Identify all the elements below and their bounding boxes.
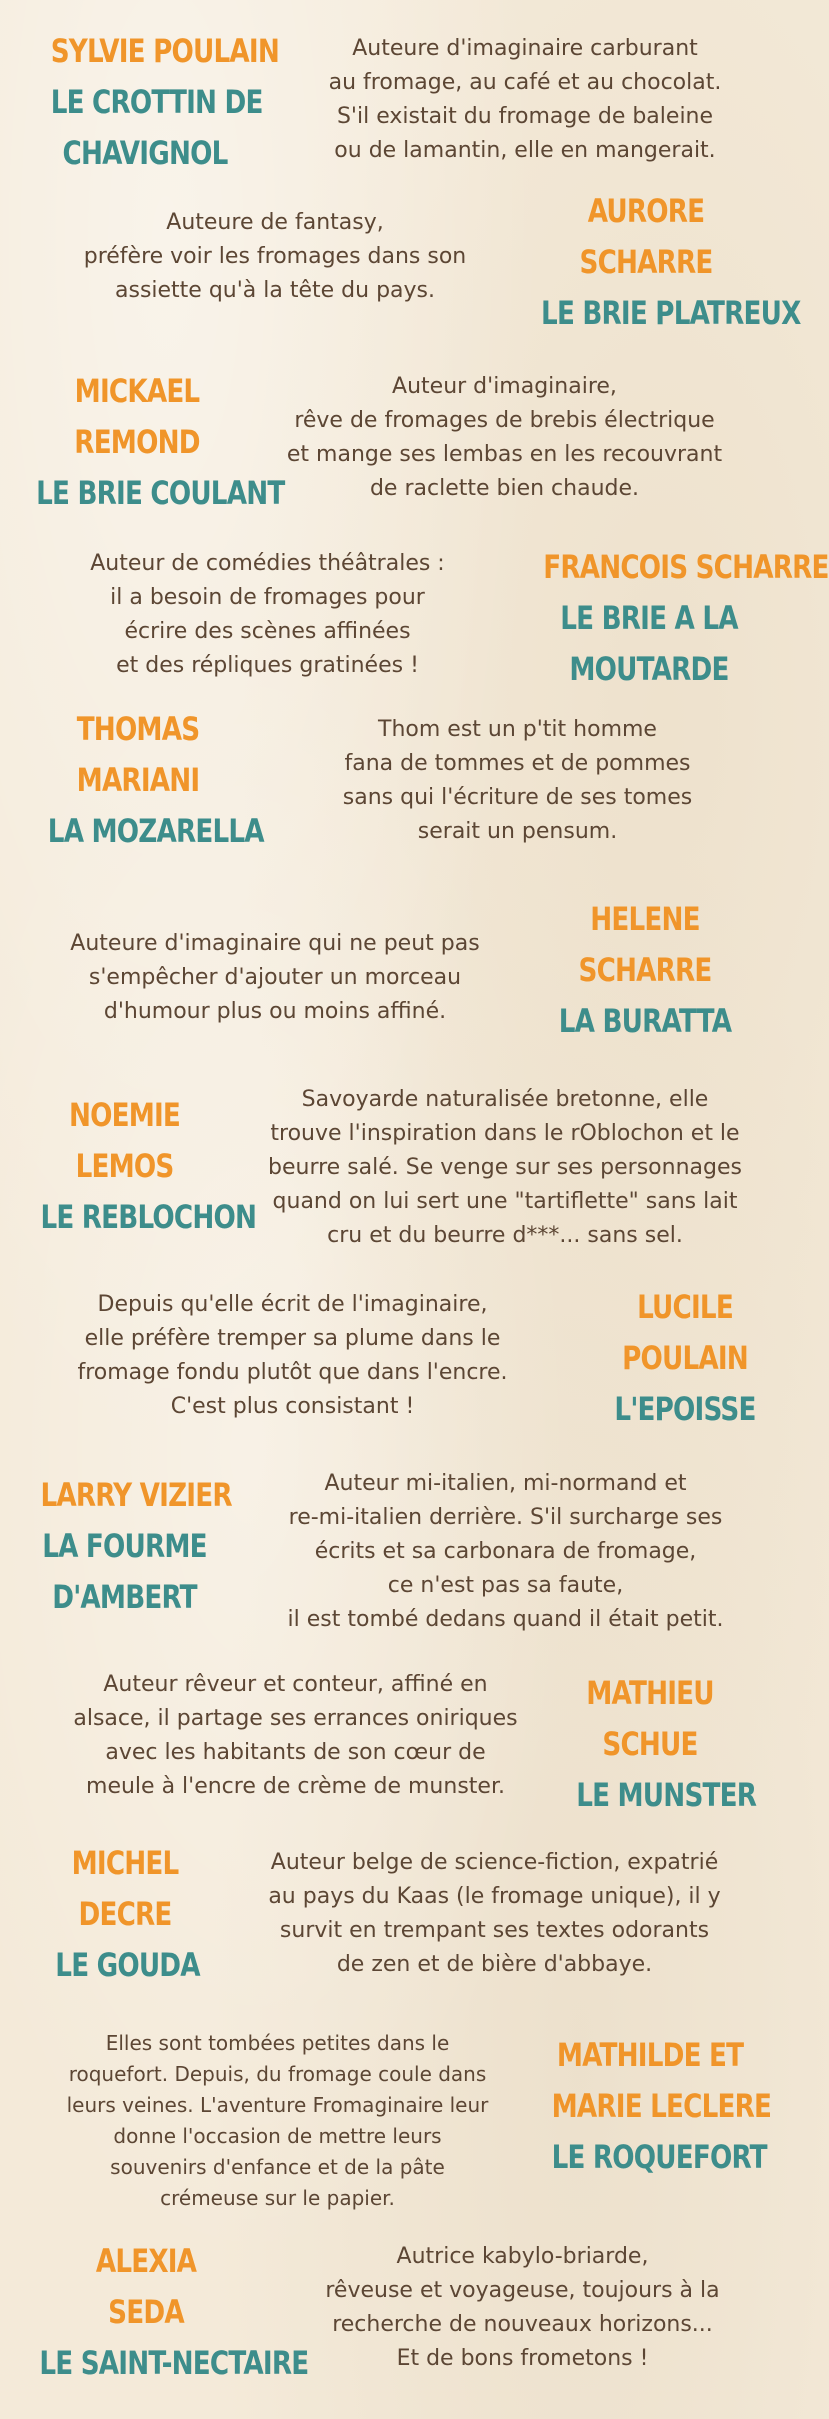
author-bio [270, 2240, 775, 2376]
author-bio [30, 1288, 555, 1424]
bio-line: écrire des scènes affinées [124, 619, 411, 644]
author-name: HELENE [590, 900, 700, 938]
author-bio [232, 370, 777, 506]
bio-line: fana de tommes et de pommes [344, 751, 691, 776]
bio-line: recherche de nouveaux horizons... [332, 2312, 713, 2337]
author-name-column [541, 186, 801, 339]
bio-line: écrits et sa carbonara de fromage, [314, 1539, 697, 1564]
cheese-name: LA FOURME [42, 1527, 207, 1565]
author-bio [228, 1467, 783, 1637]
bio-line: Auteur belge de science-fiction, expatrié [270, 1850, 719, 1875]
cheese-name: LA MOZARELLA [47, 812, 264, 850]
author-name: MICHEL [71, 1844, 179, 1882]
author-bio [30, 927, 520, 1029]
bio-line: ou de lamantin, elle en mangerait. [334, 138, 716, 163]
bio-line: beurre salé. Se venge sur ses personnages [268, 1155, 742, 1180]
cheese-name: LA BURATTA [558, 1002, 732, 1040]
bio-line: Auteure de fantasy, [166, 210, 384, 235]
author-name: THOMAS [76, 710, 200, 748]
bio-line: crémeuse sur le papier. [160, 2186, 395, 2210]
author-name: AURORE [587, 192, 705, 230]
bio-line: Savoyarde naturalisée bretonne, elle [301, 1087, 709, 1112]
bio-line: de raclette bien chaude. [369, 476, 640, 501]
author-name: SYLVIE POULAIN [50, 32, 279, 70]
author-name: LEMOS [75, 1147, 174, 1185]
bio-line: meule à l'encre de crème de munster. [86, 1774, 505, 1799]
bio-line: d'humour plus ou moins affiné. [103, 999, 447, 1024]
author-bio [28, 1668, 563, 1804]
author-bio [230, 1083, 780, 1253]
cheese-name: LE BRIE A LA [560, 599, 738, 637]
bio-line: de zen et de bière d'abbaye. [336, 1952, 653, 1977]
bio-line: elle préfère tremper sa plume dans le [84, 1326, 501, 1351]
cheese-name: LE BRIE PLATREUX [541, 294, 801, 332]
author-name: FRANCOIS SCHARRE [543, 548, 829, 586]
bio-line: assiette qu'à la tête du pays. [115, 278, 435, 303]
cheese-name: LE CROTTIN DE [50, 83, 263, 121]
cheese-name: MOUTARDE [569, 650, 729, 688]
cheese-name: LE GOUDA [55, 1946, 200, 1984]
bio-line: trouve l'inspiration dans le rOblochon et le [270, 1121, 740, 1146]
bio-line: C'est plus consistant ! [170, 1394, 415, 1419]
bio-line: souvenirs d'enfance et de la pâte [110, 2155, 445, 2179]
author-bio [30, 547, 505, 683]
cheese-name: LE ROQUEFORT [551, 2138, 767, 2176]
author-name: DECRE [78, 1895, 172, 1933]
author-name: POULAIN [622, 1339, 748, 1377]
bio-line: ce n'est pas sa faute, [387, 1573, 624, 1598]
bio-line: et des répliques gratinées ! [116, 653, 419, 678]
author-name-column [599, 1282, 771, 1435]
bio-line: préfère voir les fromages dans son [83, 244, 467, 269]
bio-line: cru et du beurre d***... sans sel. [327, 1223, 683, 1248]
bio-line: S'il existait du fromage de baleine [336, 104, 714, 129]
bio-line: au pays du Kaas (le fromage unique), il y [268, 1884, 721, 1909]
author-bio [280, 713, 755, 849]
bio-line: avec les habitants de son cœur de [105, 1740, 486, 1765]
bio-line: Auteur rêveur et conteur, affiné en [103, 1672, 488, 1697]
bio-line: au fromage, au café et au chocolat. [328, 70, 722, 95]
author-name-column [36, 366, 285, 519]
author-bio [30, 206, 520, 308]
bio-line: Auteur d'imaginaire, [392, 374, 617, 399]
author-bio [212, 1846, 777, 1982]
author-name: MARIE LECLERE [551, 2087, 772, 2125]
bio-line: donne l'occasion de mettre leurs [113, 2124, 442, 2148]
bio-line: alsace, il partage ses errances oniriques [73, 1706, 518, 1731]
author-name: LUCILE [637, 1288, 733, 1326]
author-name: ALEXIA [95, 2242, 197, 2280]
bio-line: il a besoin de fromages pour [110, 585, 425, 610]
author-name-column [40, 1470, 232, 1623]
author-bio [275, 32, 775, 168]
cheese-name: D'AMBERT [52, 1578, 197, 1616]
author-name-column [555, 894, 735, 1047]
bio-line: roquefort. Depuis, du fromage coule dans [68, 2062, 487, 2086]
bio-line: il est tombé dedans quand il était petit. [287, 1607, 724, 1632]
author-name: MATHIEU [586, 1674, 714, 1712]
bio-line: s'empêcher d'ajouter un morceau [88, 965, 462, 990]
cheese-name: CHAVIGNOL [62, 134, 228, 172]
bio-line: Auteure d'imaginaire qui ne peut pas [70, 931, 480, 956]
author-name-column [543, 542, 829, 695]
bio-line: sans qui l'écriture de ses tomes [342, 785, 693, 810]
cheese-name: L'EPOISSE [614, 1390, 756, 1428]
author-name: LARRY VIZIER [40, 1476, 232, 1514]
author-name-column [50, 26, 279, 179]
author-name-column [47, 704, 264, 857]
bio-line: survit en trempant ses textes odorants [279, 1918, 710, 1943]
bio-line: leurs veines. L'aventure Fromaginaire leur [66, 2093, 489, 2117]
cheese-name: LE REBLOCHON [40, 1198, 257, 1236]
bio-line: Auteur mi-italien, mi-normand et [324, 1471, 687, 1496]
bio-line: Auteur de comédies théâtrales : [90, 551, 445, 576]
author-name-column [39, 2236, 309, 2389]
author-name-column [40, 1090, 257, 1243]
bio-line: Auteure d'imaginaire carburant [352, 36, 698, 61]
author-name-column [551, 2030, 772, 2183]
bio-line: Depuis qu'elle écrit de l'imaginaire, [97, 1292, 488, 1317]
author-name: NOEMIE [68, 1096, 181, 1134]
bio-line: Elles sont tombées petites dans le [105, 2031, 450, 2055]
author-name: SEDA [108, 2293, 184, 2331]
bio-line: et mange ses lembas en les recouvrant [286, 442, 723, 467]
bio-line: fromage fondu plutôt que dans l'encre. [77, 1360, 508, 1385]
author-name: SCHARRE [578, 951, 712, 989]
cheese-name: LE SAINT-NECTAIRE [39, 2344, 309, 2382]
author-bio [20, 2028, 535, 2214]
cheese-name: LE BRIE COULANT [36, 474, 285, 512]
author-name: REMOND [74, 423, 200, 461]
bio-line: Autrice kabylo-briarde, [396, 2244, 649, 2269]
bio-line: quand on lui sert une "tartiflette" sans lait [272, 1189, 738, 1214]
bio-line: rêve de fromages de brebis électrique [294, 408, 715, 433]
bio-line: rêveuse et voyageuse, toujours à la [325, 2278, 720, 2303]
bio-line: re-mi-italien derrière. S'il surcharge ses [288, 1505, 723, 1530]
author-name: SCHARRE [579, 243, 713, 281]
cheese-name: LE MUNSTER [576, 1776, 757, 1814]
author-name-column [55, 1838, 200, 1991]
author-name: MICKAEL [74, 372, 200, 410]
author-name: SCHUE [602, 1725, 698, 1763]
author-name: MATHILDE ET [556, 2036, 744, 2074]
bio-line: Thom est un p'tit homme [378, 717, 657, 742]
author-name-column [576, 1668, 757, 1821]
author-name: MARIANI [76, 761, 200, 799]
bio-line: Et de bons frometons ! [396, 2346, 649, 2371]
bio-line: serait un pensum. [417, 819, 618, 844]
